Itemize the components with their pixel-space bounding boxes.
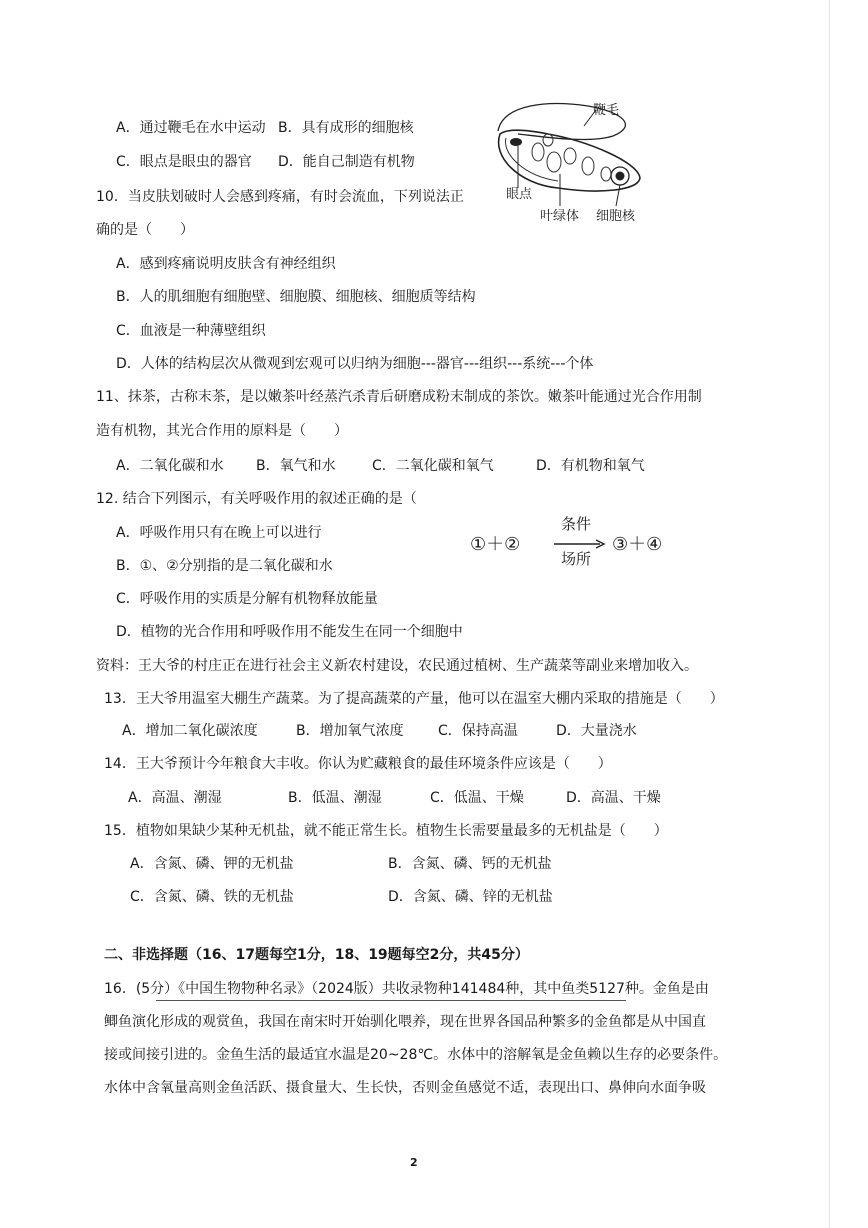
q10-option-a: A．感到疼痛说明皮肤含有神经组织	[116, 256, 336, 272]
q11-option-b: B．氧气和水	[256, 458, 336, 474]
q15-option-d: D．含氮、磷、锌的无机盐	[388, 889, 553, 905]
q10-option-c: C．血液是一种薄壁组织	[116, 323, 266, 339]
q16-underline	[156, 1000, 626, 1001]
q10-option-b: B．人的肌细胞有细胞壁、细胞膜、细胞核、细胞质等结构	[116, 289, 476, 305]
q15-option-b: B．含氮、磷、钙的无机盐	[388, 856, 552, 872]
q16-line3: 接或间接引进的。金鱼生活的最适宜水温是20~28℃。水体中的溶解氧是金鱼赖以生存的必要条件。	[104, 1047, 728, 1063]
q12-option-b: B．①、②分别指的是二氧化碳和水	[116, 558, 333, 574]
q16-line1: 16．(5分）《中国生物物种名录》（2024版）共收录物种141484种，其中鱼类5127种。金鱼是由	[104, 981, 709, 997]
equation-reactants: ①＋②	[470, 534, 521, 555]
q15-option-c: C．含氮、磷、铁的无机盐	[130, 889, 294, 905]
q11-stem-line1: 11、抹茶，古称末茶，是以嫩茶叶经蒸汽杀青后研磨成粉末制成的茶饮。嫩茶叶能通过光合作用制	[96, 389, 702, 405]
q12-option-c: C．呼吸作用的实质是分解有机物释放能量	[116, 591, 378, 607]
material-text: 资料：王大爷的村庄正在进行社会主义新农村建设，农民通过植树、生产蔬菜等副业来增加收入。	[96, 658, 698, 674]
q12-option-a: A．呼吸作用只有在晚上可以进行	[116, 525, 322, 541]
q13-option-a: A．增加二氧化碳浓度	[122, 723, 258, 739]
q10-stem-line2: 确的是（ ）	[96, 222, 194, 238]
page-number: 2	[410, 1156, 418, 1169]
section-2-heading: 二、非选择题（16、17题每空1分，18、19题每空2分，共45分）	[104, 947, 529, 963]
q15-stem: 15．植物如果缺少某种无机盐，就不能正常生长。植物生长需要量最多的无机盐是（ ）	[104, 823, 668, 839]
q10-stem-line1: 10．当皮肤划破时人会感到疼痛，有时会流血，下列说法正	[96, 189, 464, 205]
q13-option-b: B．增加氧气浓度	[296, 723, 404, 739]
q9-option-b: B．具有成形的细胞核	[278, 120, 414, 136]
q9-option-d: D．能自己制造有机物	[278, 154, 415, 170]
q16-line2: 鲫鱼演化形成的观赏鱼，我国在南宋时开始驯化喂养，现在世界各国品种繁多的金鱼都是从中国直	[104, 1014, 706, 1030]
q11-option-c: C．二氧化碳和氧气	[372, 458, 494, 474]
q11-stem-line2: 造有机物，其光合作用的原料是（ ）	[96, 423, 348, 439]
label-nucleus: 细胞核	[596, 209, 636, 224]
q14-option-b: B．低温、潮湿	[288, 790, 382, 806]
q16-line4: 水体中含氧量高则金鱼活跃、摄食量大、生长快，否则金鱼感觉不适，表现出口、鼻伸向水面争吸	[104, 1080, 706, 1096]
q11-option-d: D．有机物和氧气	[536, 458, 645, 474]
q14-option-a: A．高温、潮湿	[128, 790, 222, 806]
label-flagellum: 鞭毛	[593, 103, 620, 118]
label-chloroplast: 叶绿体	[540, 209, 580, 224]
equation-condition: 条件	[561, 515, 592, 533]
q12-option-d: D．植物的光合作用和呼吸作用不能发生在同一个细胞中	[116, 624, 463, 640]
equation-location: 场所	[561, 550, 592, 568]
equation-products: ③＋④	[612, 534, 663, 555]
q13-option-c: C．保持高温	[438, 723, 518, 739]
q9-option-a: A．通过鞭毛在水中运动	[116, 120, 266, 136]
q10-option-d: D．人体的结构层次从微观到宏观可以归纳为细胞---器官---组织---系统---个体	[116, 356, 594, 372]
q15-option-a: A．含氮、磷、钾的无机盐	[130, 856, 294, 872]
q14-option-c: C．低温、干燥	[430, 790, 524, 806]
label-eyespot: 眼点	[506, 187, 533, 202]
q12-stem: 12. 结合下列图示，有关呼吸作用的叙述正确的是（	[96, 491, 417, 507]
equation-arrow	[552, 538, 606, 550]
q14-option-d: D．高温、干燥	[566, 790, 661, 806]
q9-option-c: C．眼点是眼虫的器官	[116, 154, 252, 170]
q14-stem: 14．王大爷预计今年粮食大丰收。你认为贮藏粮食的最佳环境条件应该是（ ）	[104, 756, 612, 772]
q13-option-d: D．大量浇水	[556, 723, 637, 739]
q11-option-a: A．二氧化碳和水	[116, 458, 224, 474]
q13-stem: 13．王大爷用温室大棚生产蔬菜。为了提高蔬菜的产量，他可以在温室大棚内采取的措施是（ ）	[104, 691, 724, 707]
page-edge-line	[829, 0, 830, 1228]
